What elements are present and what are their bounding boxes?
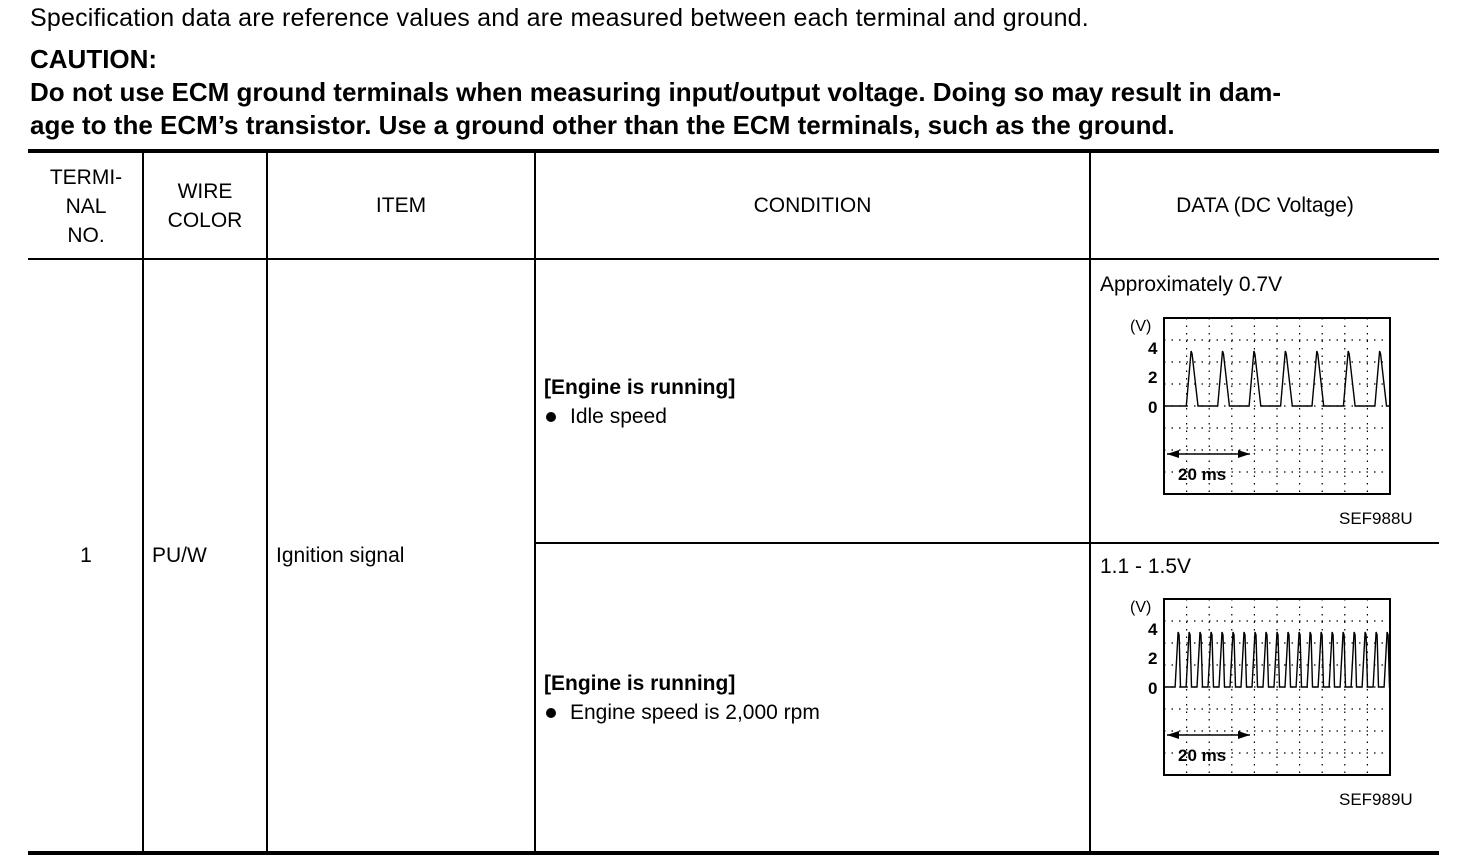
bullet-icon (546, 412, 556, 422)
figure-code: SEF989U (1339, 790, 1413, 809)
scope-frame (1164, 599, 1390, 775)
arrow-right-icon (1238, 731, 1250, 739)
column-divider (142, 151, 144, 853)
condition-bullet-item: Idle speed (544, 402, 735, 431)
scope-group (1130, 599, 1390, 775)
axis-unit: (V) (1130, 599, 1152, 616)
figure-code: SEF988U (1339, 509, 1413, 528)
header-terminal-no: TERMI- NAL NO. (49, 166, 123, 247)
waveform-trace (1164, 351, 1390, 406)
wire-color: PU/W (152, 544, 207, 567)
data-value: 1.1 - 1.5V (1100, 555, 1192, 578)
scope-frame (1164, 318, 1390, 494)
header-condition: CONDITION (753, 194, 872, 217)
table-top-rule (28, 149, 1439, 153)
condition-bullet-item: Engine speed is 2,000 rpm (544, 698, 820, 727)
caution-title: CAUTION: (30, 44, 158, 74)
y-tick-label: 4 (1148, 339, 1158, 358)
header-wire-color: WIRE COLOR (167, 180, 243, 232)
terminal-number: 1 (80, 544, 92, 567)
y-tick-label: 2 (1148, 368, 1158, 387)
column-divider (266, 151, 268, 853)
header-data: DATA (DC Voltage) (1176, 194, 1354, 217)
time-scale-label: 20 ms (1178, 746, 1227, 765)
y-tick-label: 0 (1148, 679, 1158, 698)
waveform-trace (1164, 632, 1390, 687)
condition-idle (544, 373, 735, 431)
axis-unit: (V) (1130, 318, 1152, 335)
column-divider (534, 151, 536, 853)
table-bottom-rule (28, 851, 1439, 855)
condition-row-divider (535, 542, 1439, 544)
intro-text: Specification data are reference values and are measured between each terminal and ground. (30, 4, 1089, 32)
item-name: Ignition signal (276, 544, 405, 567)
caution-text (30, 76, 1442, 142)
bullet-icon (546, 708, 556, 718)
arrow-left-icon (1167, 450, 1179, 458)
arrow-right-icon (1238, 450, 1250, 458)
time-scale-label: 20 ms (1178, 465, 1227, 484)
condition-heading: [Engine is running] (544, 672, 736, 695)
caution-line-1: Do not use ECM ground terminals when measuring input/output voltage. Doing so may result in dam- (30, 77, 1281, 107)
header-item: ITEM (375, 194, 427, 217)
y-tick-label: 4 (1148, 620, 1158, 639)
caution-line-2: age to the ECM’s transistor. Use a ground other than the ECM terminals, such as the ground. (30, 110, 1175, 140)
column-divider (1089, 151, 1091, 853)
data-value: Approximately 0.7V (1100, 273, 1283, 296)
y-tick-label: 2 (1148, 649, 1158, 668)
y-tick-label: 0 (1148, 398, 1158, 417)
scope-group (1130, 318, 1390, 494)
table-header-rule (28, 258, 1439, 260)
condition-2000rpm (544, 669, 820, 727)
condition-heading: [Engine is running] (544, 376, 736, 399)
arrow-left-icon (1167, 731, 1179, 739)
